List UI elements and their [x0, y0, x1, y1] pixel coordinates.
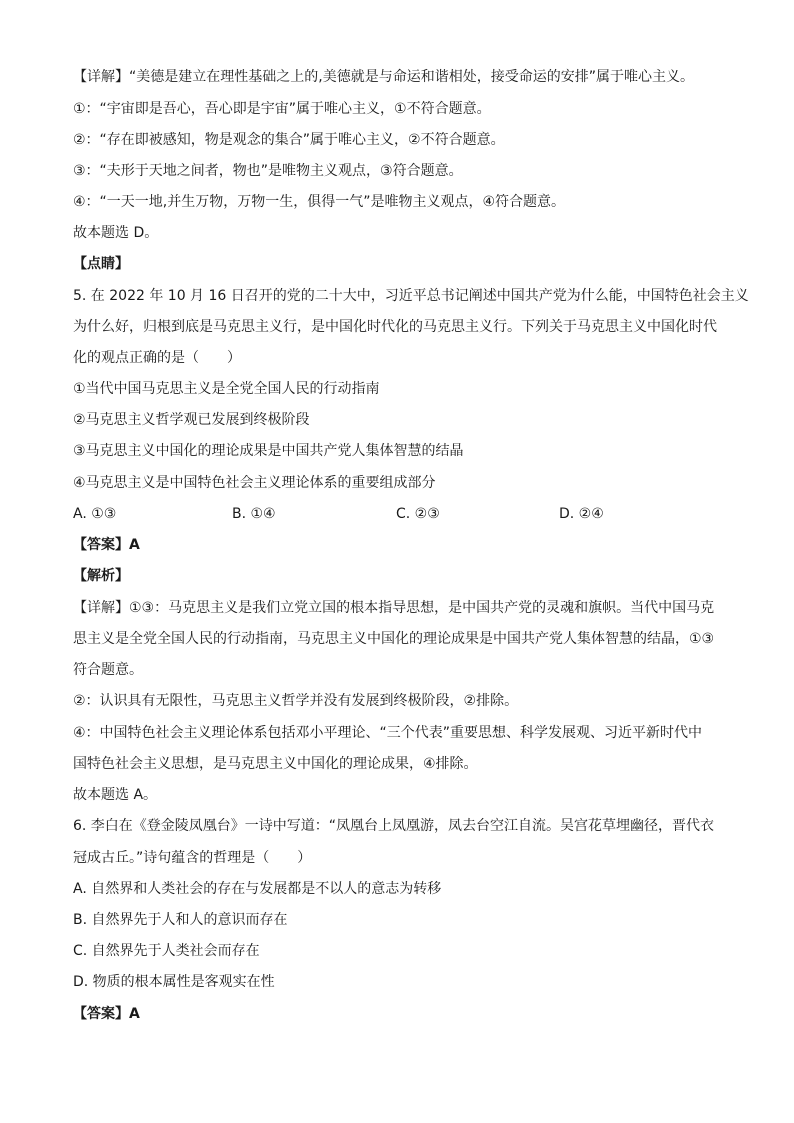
q6-answer: 【答案】A [73, 1006, 140, 1022]
q5-option-c: C. ②③ [396, 506, 440, 522]
q6-option-c: C. 自然界先于人类社会而存在 [73, 943, 260, 959]
q5-statement-4: ④马克思主义是中国特色社会主义理论体系的重要组成部分 [73, 475, 436, 491]
q5-item-4-line-1: ④：中国特色社会主义理论体系包括邓小平理论、“三个代表”重要思想、科学发展观、习近平新时代中 [73, 725, 703, 741]
q5-option-a: A. ①③ [73, 506, 117, 522]
q5-stem-line-2: 为什么好，归根到底是马克思主义行，是中国化时代化的马克思主义行。下列关于马克思主义中国化时代 [73, 319, 717, 335]
q5-item-4-line-2: 国特色社会主义思想，是马克思主义中国化的理论成果，④排除。 [73, 756, 478, 772]
q5-detail-line-2: 思主义是全党全国人民的行动指南，马克思主义中国化的理论成果是中国共产党人集体智慧的结晶，①③ [73, 631, 715, 647]
q4-item-2: ②：“存在即被感知，物是观念的集合”属于唯心主义，②不符合题意。 [73, 132, 505, 148]
q5-statement-3: ③马克思主义中国化的理论成果是中国共产党人集体智慧的结晶 [73, 443, 464, 459]
q4-item-4: ④：“一天一地,并生万物，万物一生，俱得一气”是唯物主义观点，④符合题意。 [73, 194, 566, 210]
q5-analysis-label: 【解析】 [73, 568, 129, 584]
q4-conclusion: 故本题选 D。 [73, 225, 159, 241]
q5-item-2: ②：认识具有无限性，马克思主义哲学并没有发展到终极阶段，②排除。 [73, 693, 519, 709]
q6-option-a: A. 自然界和人类社会的存在与发展都是不以人的意志为转移 [73, 881, 442, 897]
q5-statement-1: ①当代中国马克思主义是全党全国人民的行动指南 [73, 381, 380, 397]
q6-option-b: B. 自然界先于人和人的意识而存在 [73, 912, 288, 928]
q5-detail-line-1: 【详解】①③：马克思主义是我们立党立国的根本指导思想，是中国共产党的灵魂和旗帜。当代中国马克 [73, 600, 715, 616]
q6-stem-line-2: 冠成古丘。”诗句蕴含的哲理是（ ） [73, 850, 312, 866]
q4-item-1: ①：“宇宙即是吾心，吾心即是宇宙”属于唯心主义，①不符合题意。 [73, 101, 491, 117]
q5-stem-line-1: 5. 在 2022 年 10 月 16 日召开的党的二十大中，习近平总书记阐述中国共产党为什么能，中国特色社会主义 [73, 288, 749, 304]
q5-statement-2: ②马克思主义哲学观已发展到终极阶段 [73, 412, 310, 428]
q4-detail: 【详解】“美德是建立在理性基础之上的,美德就是与命运和谐相处，接受命运的安排”属于唯心主义。 [73, 69, 694, 85]
q5-detail-line-3: 符合题意。 [73, 662, 143, 678]
q5-stem-line-3: 化的观点正确的是（ ） [73, 350, 241, 366]
q5-conclusion: 故本题选 A。 [73, 787, 158, 803]
q4-item-3: ③：“夫形于天地之间者，物也”是唯物主义观点，③符合题意。 [73, 163, 463, 179]
q6-stem-line-1: 6. 李白在《登金陵凤凰台》一诗中写道：“凤凰台上凤凰游，凤去台空江自流。吴宫花草埋幽径，晋代衣 [73, 818, 715, 834]
q4-pointer-label: 【点睛】 [73, 256, 129, 272]
q5-option-d: D. ②④ [559, 506, 604, 522]
q6-option-d: D. 物质的根本属性是客观实在性 [73, 974, 275, 990]
q5-answer: 【答案】A [73, 537, 140, 553]
q5-option-b: B. ①④ [232, 506, 276, 522]
